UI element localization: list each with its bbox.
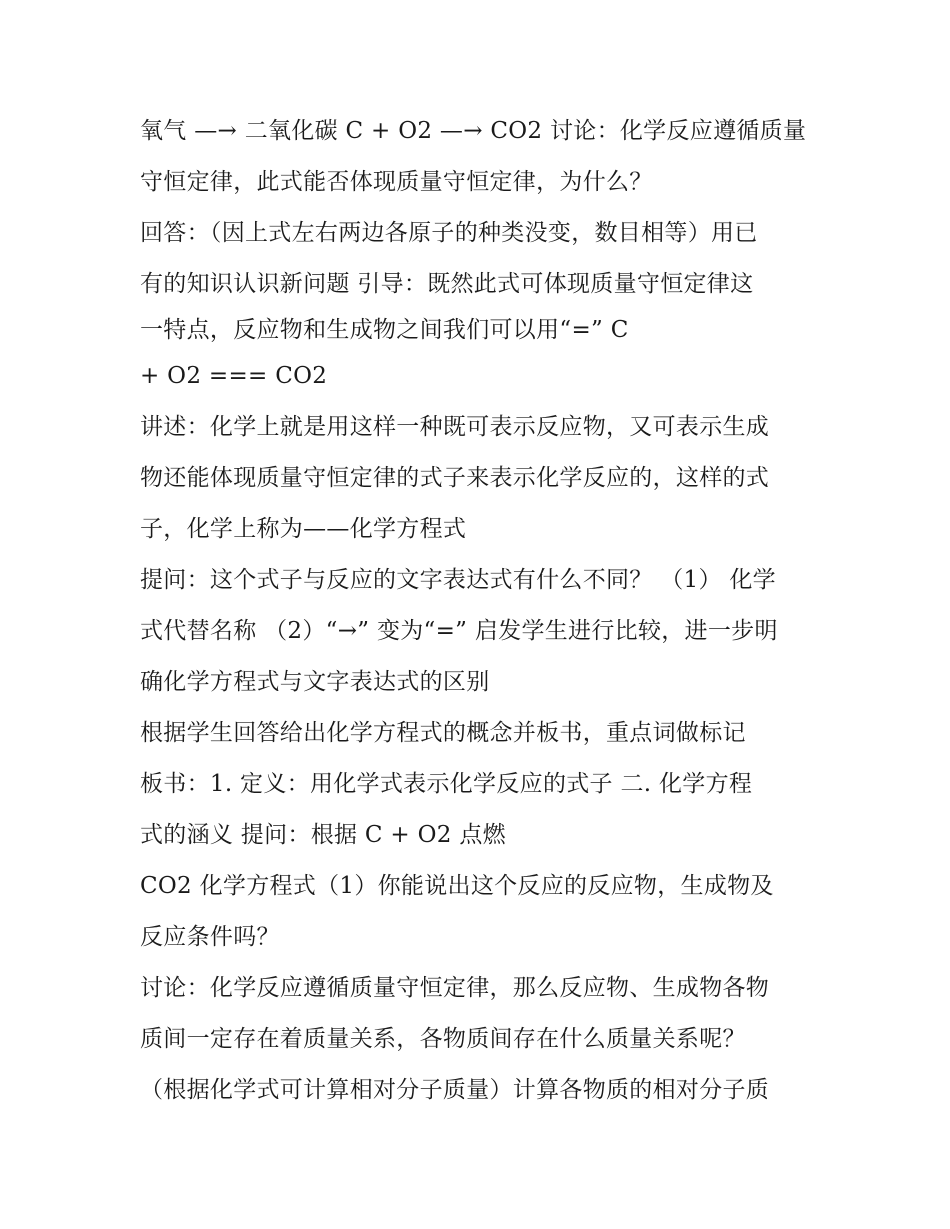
text-line: （根据化学式可计算相对分子质量）计算各物质的相对分子质 <box>140 1077 770 1103</box>
text-line: 氧气 —→ 二氧化碳 C + O2 —→ CO2 讨论：化学反应遵循质量 <box>140 118 807 144</box>
text-line: 式代替名称 （2）“→” 变为“=” 启发学生进行比较，进一步明 <box>140 618 778 644</box>
text-line: 物还能体现质量守恒定律的式子来表示化学反应的，这样的式 <box>140 465 770 491</box>
text-line: CO2 化学方程式（1）你能说出这个反应的反应物，生成物及 <box>140 873 774 899</box>
text-line: 子，化学上称为——化学方程式 <box>140 516 467 542</box>
text-line: 回答：（因上式左右两边各原子的种类没变，数目相等）用已 <box>140 220 758 246</box>
document-body <box>140 106 820 1116</box>
text-line: 守恒定律，此式能否体现质量守恒定律，为什么？ <box>140 169 653 195</box>
text-line: 提问：这个式子与反应的文字表达式有什么不同？ （1） 化学 <box>140 567 776 593</box>
text-line: 一特点，反应物和生成物之间我们可以用“=” C <box>140 317 629 343</box>
text-line: 讨论：化学反应遵循质量守恒定律，那么反应物、生成物各物 <box>140 975 770 1001</box>
text-line: 质间一定存在着质量关系，各物质间存在什么质量关系呢？ <box>140 1026 746 1052</box>
text-line: 讲述：化学上就是用这样一种既可表示反应物，又可表示生成 <box>140 414 770 440</box>
text-line: 式的涵义 提问：根据 C + O2 点燃 <box>140 822 506 848</box>
text-line: 确化学方程式与文字表达式的区别 <box>140 669 490 695</box>
text-line: 有的知识认识新问题 引导：既然此式可体现质量守恒定律这 <box>140 271 754 297</box>
text-line: 根据学生回答给出化学方程式的概念并板书，重点词做标记 <box>140 720 746 746</box>
text-line: 反应条件吗？ <box>140 924 280 950</box>
text-line: 板书：1. 定义：用化学式表示化学反应的式子 二. 化学方程 <box>140 771 753 797</box>
text-line: + O2 === CO2 <box>140 363 328 389</box>
